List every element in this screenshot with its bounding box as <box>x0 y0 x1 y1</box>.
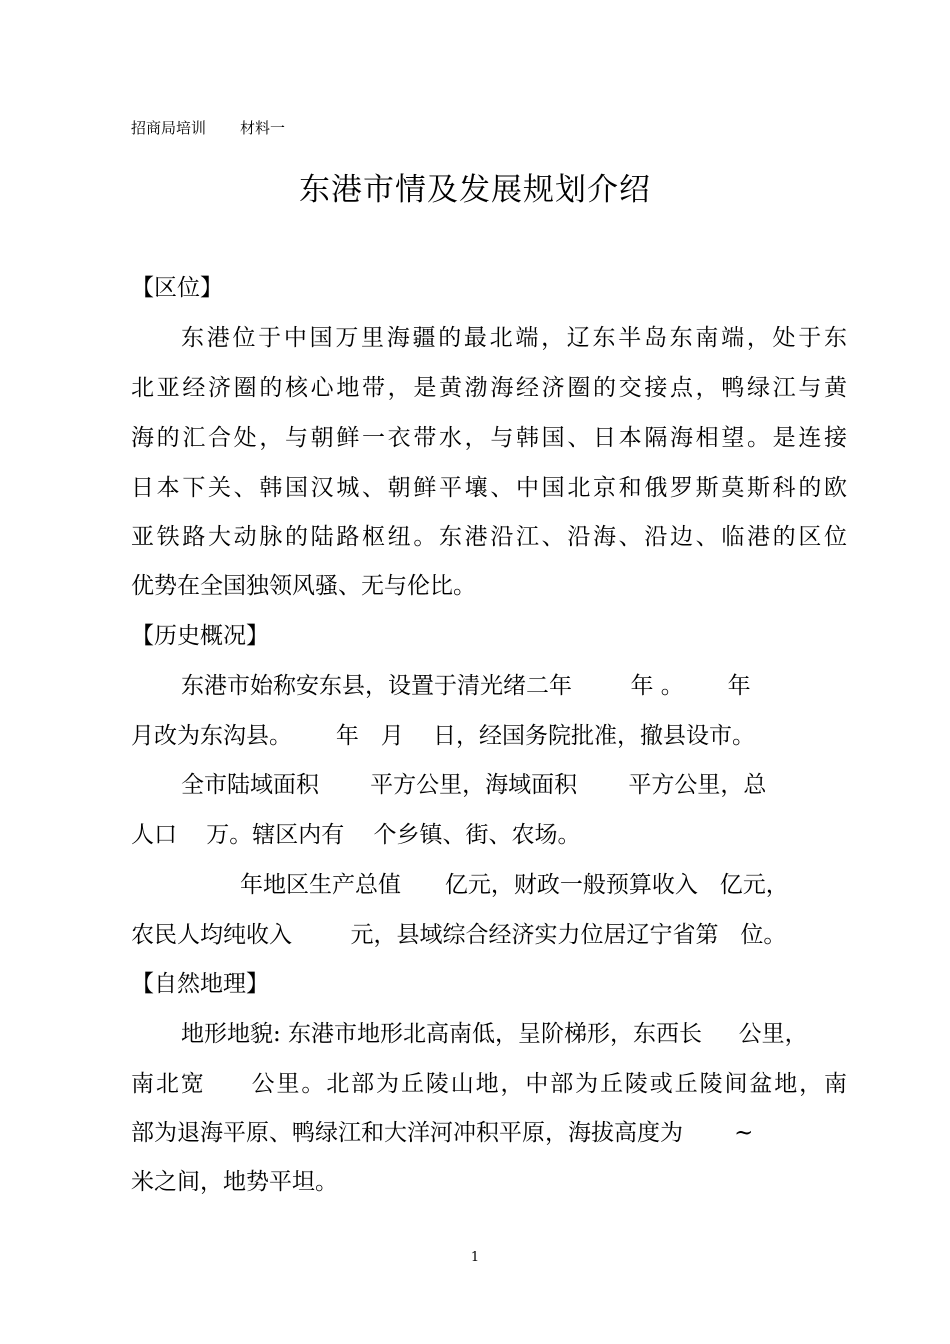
paragraph-line: 日本下关、韩国汉城、朝鲜平壤、中国北京和俄罗斯莫斯科的欧 <box>131 475 847 501</box>
paragraph-line: 亚铁路大动脉的陆路枢纽。东港沿江、沿海、沿边、临港的区位 <box>131 524 847 550</box>
paragraph-line: 全市陆域面积 平方公里，海域面积 平方公里，总 <box>181 772 767 798</box>
paragraph-line: 东港市始称安东县，设置于清光绪二年 年 。 年 <box>181 673 751 699</box>
paragraph-line: 部为退海平原、鸭绿江和大洋河冲积平原，海拔高度为 ~ <box>131 1120 754 1146</box>
paragraph-line: 农民人均纯收入 元，县域综合经济实力位居辽宁省第 位。 <box>131 922 787 948</box>
header-note <box>131 118 285 138</box>
section-heading-history: 【历史概况】 <box>131 623 269 649</box>
header-note-right: 材料一 <box>240 119 286 137</box>
paragraph-line: 海的汇合处，与朝鲜一衣带水，与韩国、日本隔海相望。是连接 <box>131 425 847 451</box>
paragraph-line: 月改为东沟县。 年 月 日，经国务院批准，撤县设市。 <box>131 723 756 749</box>
paragraph-line: 北亚经济圈的核心地带，是黄渤海经济圈的交接点，鸭绿江与黄 <box>131 375 847 401</box>
page-number: 1 <box>470 1250 480 1265</box>
paragraph-line: 年地区生产总值 亿元，财政一般预算收入 亿元， <box>240 872 789 898</box>
page-title: 东港市情及发展规划介绍 <box>299 172 651 208</box>
paragraph-line: 南北宽 公里。北部为丘陵山地，中部为丘陵或丘陵间盆地，南 <box>131 1071 847 1097</box>
paragraph-line: 地形地貌: 东港市地形北高南低，呈阶梯形，东西长 公里， <box>181 1021 808 1047</box>
paragraph-line: 优势在全国独领风骚、无与伦比。 <box>131 573 476 599</box>
paragraph-line: 人口 万。辖区内有 个乡镇、街、农场。 <box>131 822 581 848</box>
section-heading-geography: 【自然地理】 <box>131 971 269 997</box>
paragraph-line: 东港位于中国万里海疆的最北端，辽东半岛东南端，处于东 <box>181 325 847 351</box>
section-heading-location: 【区位】 <box>131 275 223 301</box>
paragraph-line: 米之间，地势平坦。 <box>131 1169 338 1195</box>
header-note-left: 招商局培训 <box>131 119 207 137</box>
